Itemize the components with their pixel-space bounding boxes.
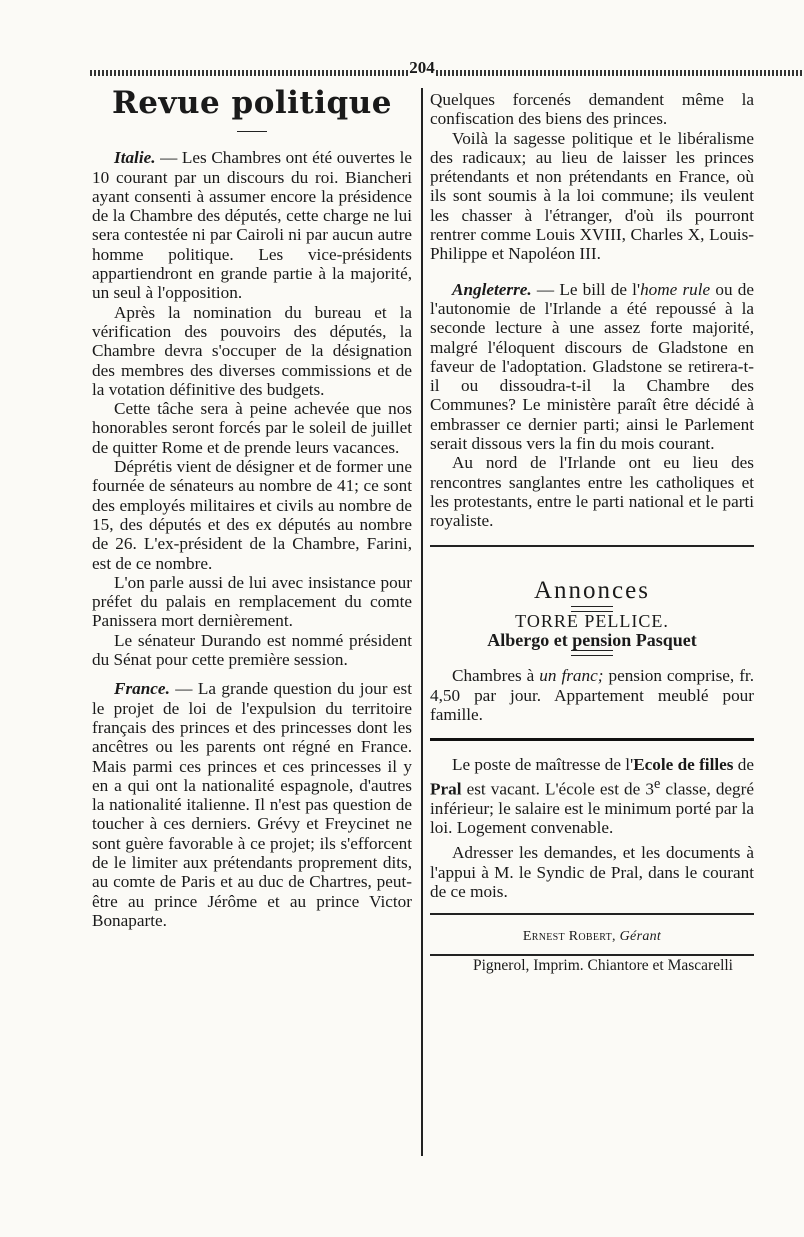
paragraph: Le sénateur Durando est nommé président du Sénat pour cette première session. (92, 630, 412, 670)
ordinal-sup: e (653, 775, 661, 792)
france-text: — La grande question du jour est le projet de loi de l'expulsion du territoire français des princes et des princesses dont les ancêtres ou les parents ont régné en France. Mais parmi ces princes et ces princesses il y en a qui ont la nationalité espagnole, d'autres la nationalité italienne. Il n'est pas question de toucher à ces derniers. Grévy et Freycinet ne sont guère favorable à ce projet; ils s'efforcent de le limiter aux prétendants proprement dits, au comte de Paris et au duc de Chartres, peut-être au prince Jérôme et au prince Victor Bonaparte. (92, 679, 412, 930)
section-divider (430, 738, 754, 741)
decorative-rule-left (90, 70, 408, 76)
hotel-name: Albergo et pension Pasquet (487, 630, 697, 651)
school-place: Pral (430, 779, 462, 799)
page-number: 204 (409, 58, 435, 77)
printer-line: Pignerol, Imprim. Chiantore et Mascarelli (473, 957, 733, 975)
editor-name: Ernest Robert (522, 929, 613, 945)
left-column (92, 85, 412, 930)
france-label: France. (114, 679, 170, 699)
italie-label: Italie. (114, 148, 156, 168)
france-paragraph (92, 679, 412, 930)
school-name: Ecole de filles (633, 755, 734, 775)
place-name: TORRE PELLICE. (515, 610, 669, 631)
paragraph: Quelques forcenés demandent même la confiscation des biens des princes. (430, 90, 754, 129)
editor-role: Gérant (619, 929, 662, 945)
angleterre-paragraph (430, 280, 754, 454)
title-rule (237, 131, 267, 132)
home-rule-text: home rule (640, 279, 711, 299)
italie-text: — Les Chambres ont été ouvertes le 10 courant par un discours du roi. Biancheri ayant consenti à assumer encore la présidence de la Chambre des députés, cette charge ne lui sera contestée ni par Cairoli ni par aucun autre homme politique. Les vice-présidents appartiendront en grande partie à la majorité, un seul à l'opposition. (92, 148, 412, 303)
angleterre-text-a: — Le bill de l' (531, 279, 641, 299)
school-text: de (733, 755, 754, 775)
school-notice (430, 755, 754, 837)
paragraph: Déprétis vient de désigner et de former une fournée de sénateurs au nombre de 41; ce sont des employés militaires et civils au nombre de 15, des députés et des ex députés au nombre de 26. L'ex-président de la Chambre, Farini, est de ce nombre. (92, 457, 412, 573)
paragraph: Après la nomination du bureau et la vérification des pouvoirs des députés, la Chambre devra s'occuper de la désignation des membres des diverses commissions et de la votation définitive des budgets. (92, 302, 412, 399)
paragraph: Au nord de l'Irlande ont eu lieu des rencontres sanglantes entre les catholiques et les protestants, entre le parti national et le parti royaliste. (430, 453, 754, 531)
angleterre-text-b: ou de l'autonomie de l'Irlande a été repoussé à la seconde lecture à une assez forte majorité, malgré l'éloquent discours de Gladstone en faveur de l'adoptation. Gladstone se retirera-t-il ou dissoudra-t-il la Chambre des Communes? Le ministère paraît être décidé à embrasser ce dernier parti; ainsi le Parlement serait dissous vers la fin du mois courant. (430, 279, 754, 454)
italie-paragraph (92, 148, 412, 302)
signature: Ernest Robert, Gérant (522, 929, 662, 945)
double-rule (571, 650, 613, 656)
school-text: classe, degré inférieur; le salaire est le minimum porté par la loi. Logement convenable. (430, 779, 754, 837)
offer-italic: un franc; (539, 666, 604, 686)
paragraph: Cette tâche sera à peine achevée que nos honorables seront forcés par le soleil de juillet de quitter Rome et de prende leurs vacances. (92, 399, 412, 457)
section-divider (430, 545, 754, 547)
paragraph: Voilà la sagesse politique et le libéralisme des radicaux; au lieu de laisser les princes prétendants et non prétendants en France, où ils sont soumis à la loi commune; ils veulent les chasser à l'étranger, d'où ils pourront rentrer comme Louis XVIII, Charles X, Louis-Philippe et Napoléon III. (430, 128, 754, 264)
school-text: est vacant. L'école est de 3 (461, 779, 654, 799)
column-divider (421, 88, 423, 1156)
angleterre-label: Angleterre. (452, 279, 532, 299)
right-column (430, 90, 754, 976)
annonces-title: Annonces (534, 576, 650, 604)
contact-notice: Adresser les demandes, et les documents à l'appui à M. le Syndic de Pral, dans le courant de ce mois. (430, 843, 754, 901)
school-text: Le poste de maîtresse de l' (452, 755, 634, 775)
paragraph: L'on parle aussi de lui avec insistance pour préfet du palais en remplacement du comte Panissera mort dernièrement. (92, 572, 412, 631)
offer-text: Chambres à (452, 666, 540, 686)
decorative-rule-right (436, 70, 802, 76)
section-title: Revue politique (112, 85, 392, 121)
hotel-offer (430, 666, 754, 724)
page-header (90, 58, 802, 80)
offer-text: pension comprise, fr. 4,50 par jour. Appartement meublé pour famille. (430, 666, 754, 725)
section-divider (430, 913, 754, 915)
